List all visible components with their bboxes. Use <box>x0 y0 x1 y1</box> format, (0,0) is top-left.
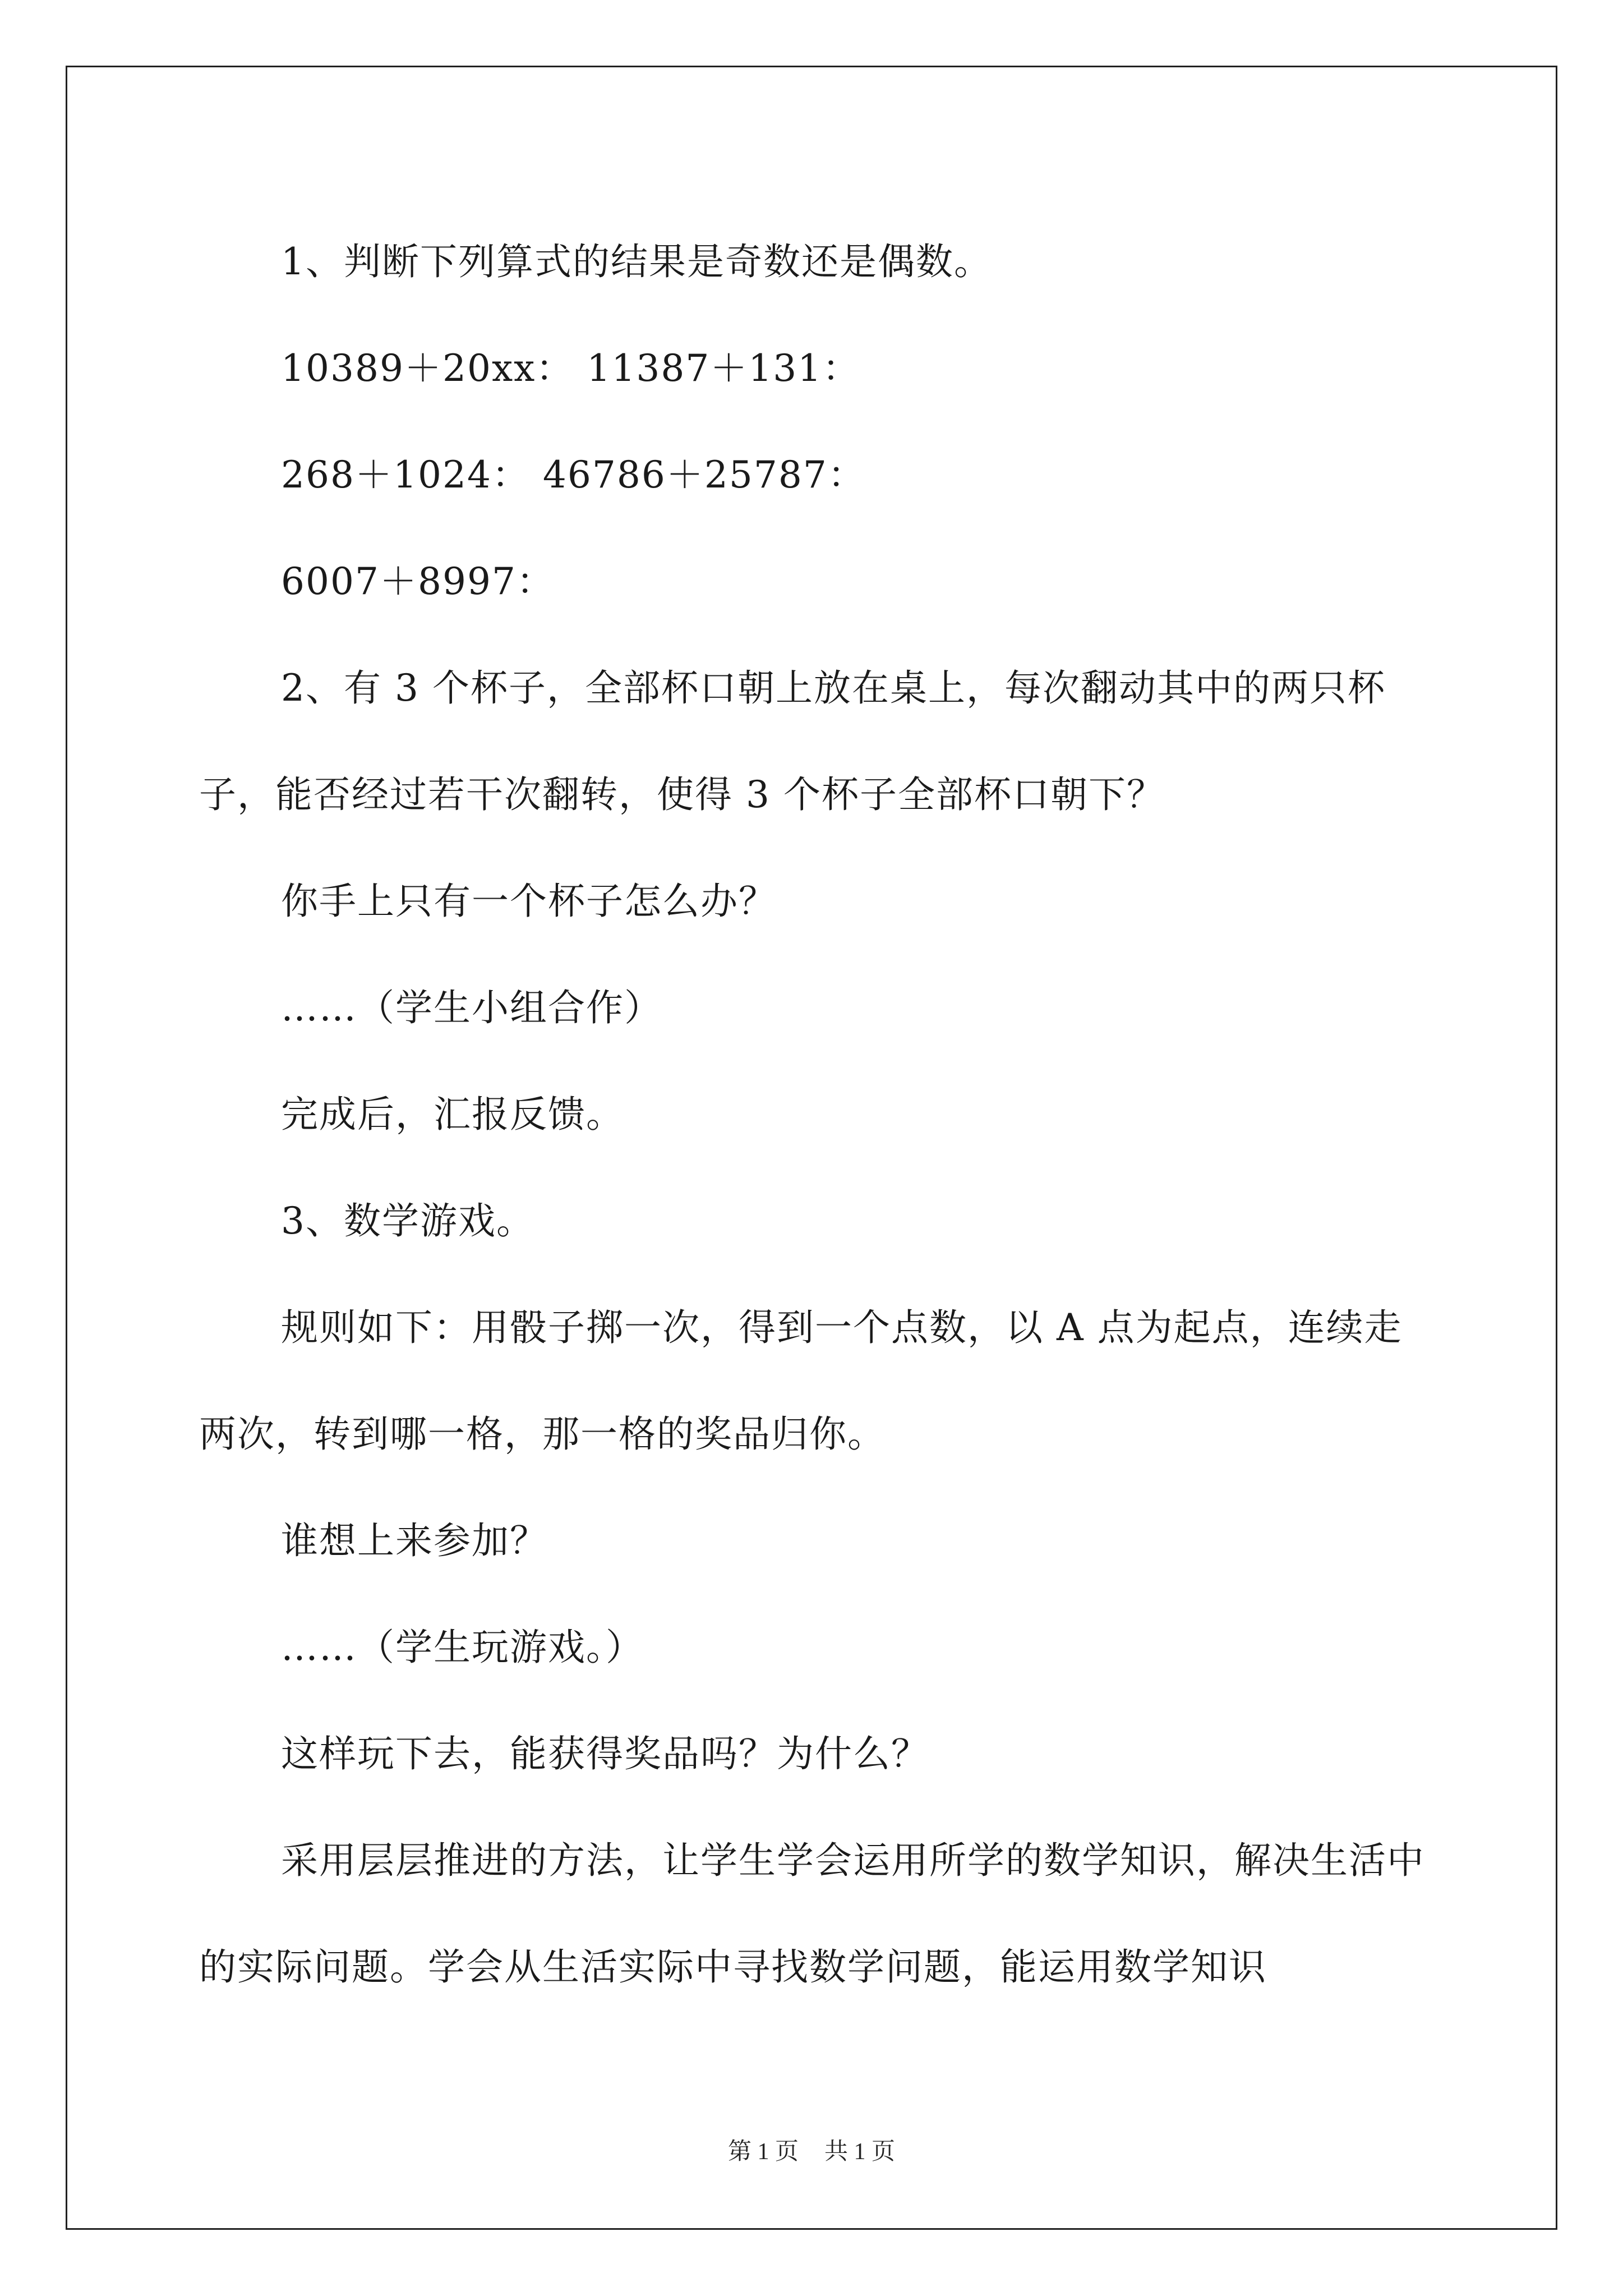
page-footer <box>0 2133 1623 2166</box>
footer-total-pages: 共 1 页 <box>824 2139 896 2165</box>
paragraph-expressions-2: 268＋1024： 46786＋25787： <box>281 453 866 496</box>
paragraph-one-cup: 你手上只有一个杯子怎么办？ <box>281 880 777 923</box>
paragraph-report: 完成后，汇报反馈。 <box>281 1093 624 1136</box>
paragraph-game-rules: 规则如下：用骰子掷一次，得到一个点数，以 A 点为起点，连续走两次，转到哪一格，那一格的奖品归你。 <box>199 1306 1403 1456</box>
paragraph-q3-game: 3、数学游戏。 <box>281 1199 534 1243</box>
paragraph-method: 采用层层推进的方法，让学生学会运用所学的数学知识，解决生活中的实际问题。学会从生活实际中寻找数学问题，能运用数学知识 <box>199 1839 1425 1989</box>
paragraph-q1-title: 1、判断下列算式的结果是奇数还是偶数。 <box>281 240 992 283</box>
paragraph-group-work: ……（学生小组合作） <box>281 986 662 1029</box>
document-body <box>199 209 1438 2021</box>
footer-page-number: 第 1 页 <box>727 2139 799 2165</box>
paragraph-q2-cups: 2、有 3 个杯子，全部杯口朝上放在桌上，每次翻动其中的两只杯子，能否经过若干次翻转，使得 3 个杯子全部杯口朝下？ <box>199 666 1386 816</box>
paragraph-prize-question: 这样玩下去，能获得奖品吗？为什么？ <box>281 1732 929 1775</box>
paragraph-expressions-1: 10389＋20xx： 11387＋131： <box>281 347 861 390</box>
paragraph-who-joins: 谁想上来参加？ <box>281 1519 548 1562</box>
paragraph-play-game: ……（学生玩游戏。） <box>281 1626 644 1669</box>
paragraph-expressions-3: 6007＋8997： <box>281 560 555 603</box>
